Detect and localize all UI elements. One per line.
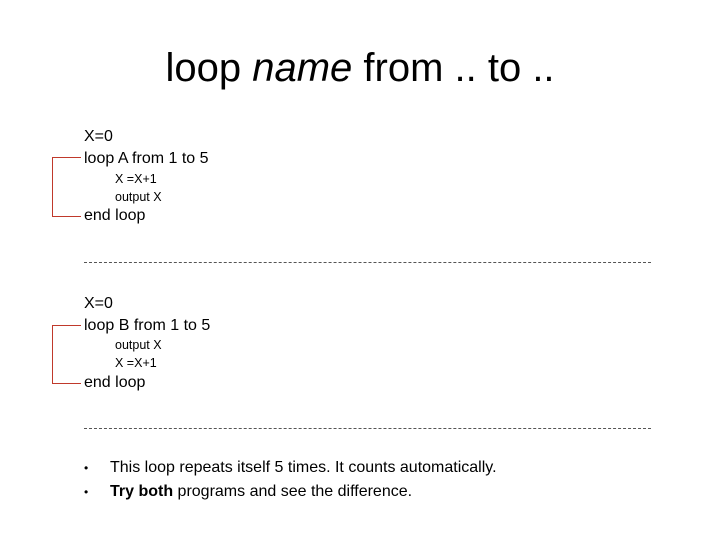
list-item [84, 456, 497, 480]
block-a-loop-line: loop A from 1 to 5 [84, 150, 209, 167]
bullet-icon: • [84, 461, 89, 475]
list-item [84, 480, 497, 504]
loop-a-bracket [52, 157, 81, 217]
title-part-from-to: from .. to .. [363, 46, 555, 90]
bullet-text-2: Try both programs and see the difference. [110, 483, 413, 500]
block-a-init: X=0 [84, 128, 113, 145]
block-a-end: end loop [84, 207, 146, 224]
title-part-loop: loop [165, 46, 242, 90]
loop-b-bracket [52, 325, 81, 384]
block-a-body-line-1: X =X+1 [115, 172, 157, 186]
separator-1 [84, 262, 651, 263]
title-part-name: name [252, 46, 353, 90]
slide-title [0, 40, 720, 96]
bullet-icon: • [84, 485, 89, 499]
block-b-init: X=0 [84, 295, 113, 312]
block-b-body-line-2: X =X+1 [115, 356, 157, 370]
bullet-list [84, 456, 497, 504]
block-b-body-line-1: output X [115, 338, 162, 352]
bullet-text-1: This loop repeats itself 5 times. It counts automatically. [110, 459, 497, 476]
block-b-end: end loop [84, 374, 146, 391]
block-b-loop-line: loop B from 1 to 5 [84, 317, 211, 334]
bullet-bold-lead: Try both [110, 483, 174, 500]
block-a-body-line-2: output X [115, 190, 162, 204]
separator-2 [84, 428, 651, 429]
